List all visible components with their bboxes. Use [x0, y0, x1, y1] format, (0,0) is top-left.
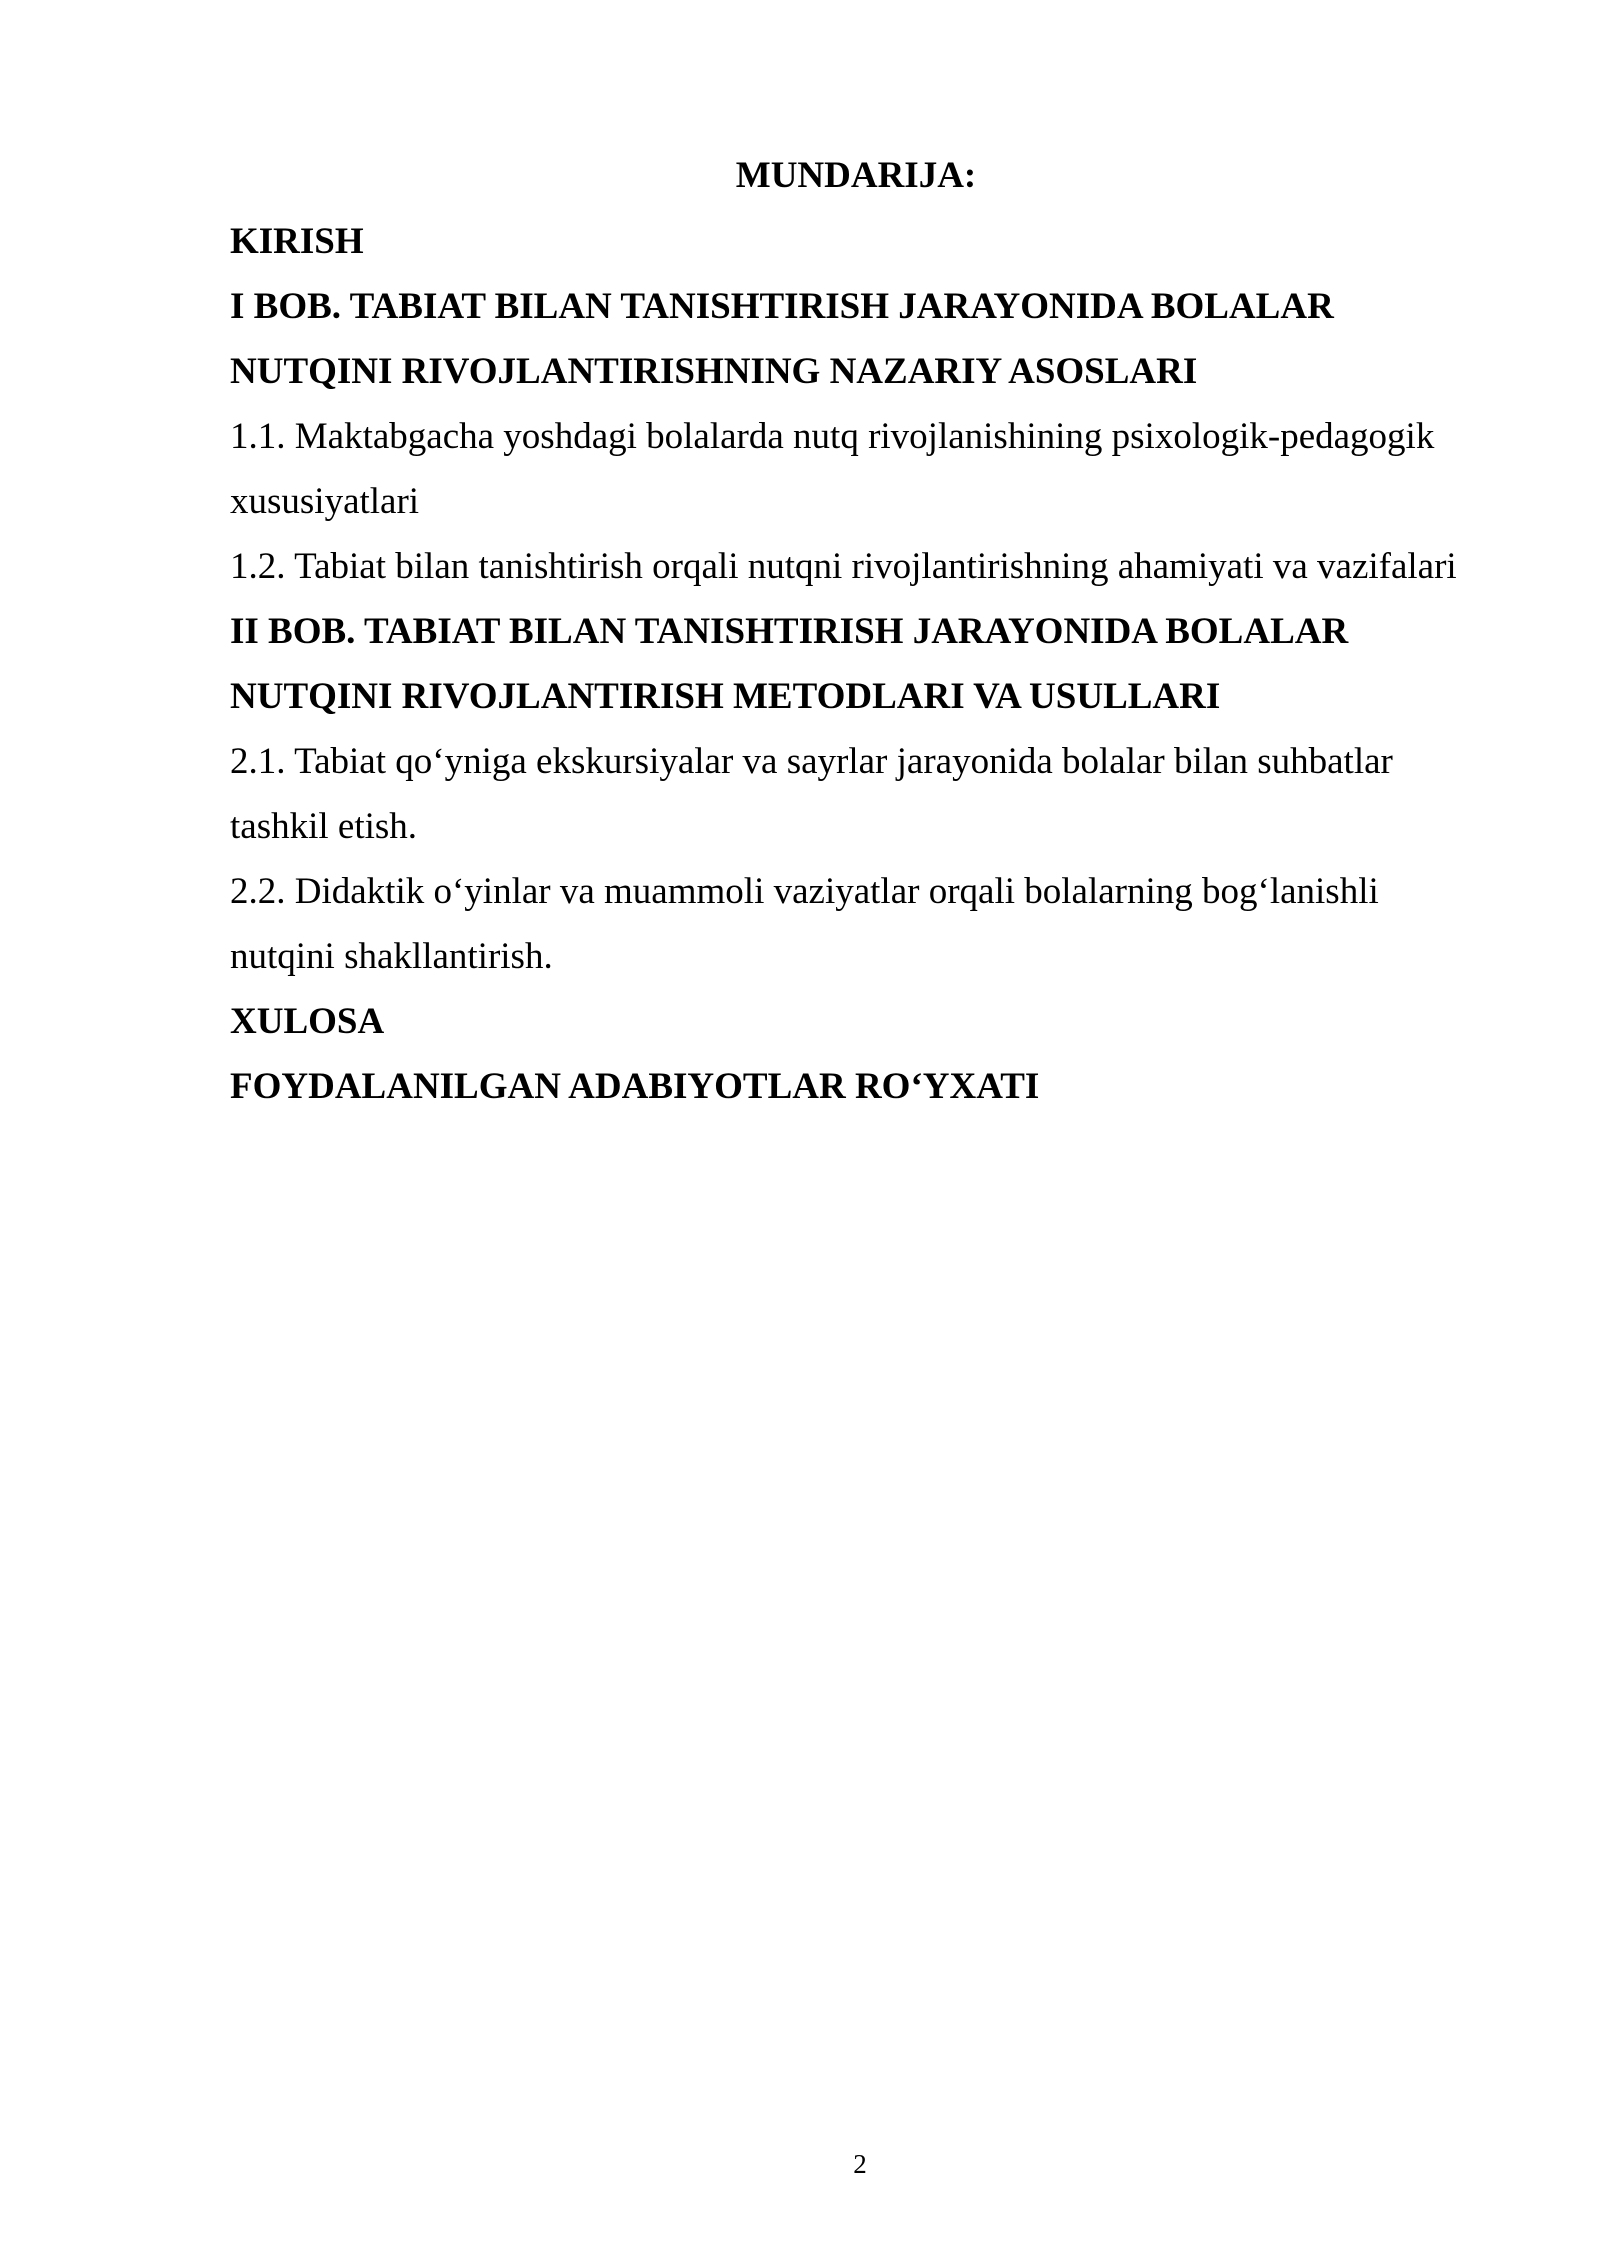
toc-entry-chapter-2-heading-cont: NUTQINI RIVOJLANTIRISH METODLARI VA USULLARI — [230, 676, 1221, 717]
toc-entry-introduction: KIRISH — [230, 221, 364, 262]
toc-entry-section-2-1-cont: tashkil etish. — [230, 806, 418, 847]
toc-entry-chapter-1-heading-cont: NUTQINI RIVOJLANTIRISHNING NAZARIY ASOSLARI — [230, 351, 1198, 392]
toc-entry-section-1-1: 1.1. Maktabgacha yoshdagi bolalarda nutq rivojlanishining psixologik-pedagogik — [230, 416, 1435, 457]
toc-entry-chapter-1-heading: I BOB. TABIAT BILAN TANISHTIRISH JARAYONIDA BOLALAR — [230, 286, 1334, 327]
toc-entry-section-2-2-cont: nutqini shakllantirish. — [230, 936, 553, 977]
toc-title: MUNDARIJA: — [735, 155, 977, 196]
toc-entry-section-2-1: 2.1. Tabiat qo‘yniga ekskursiyalar va sayrlar jarayonida bolalar bilan suhbatlar — [230, 741, 1393, 782]
toc-entry-chapter-2-heading: II BOB. TABIAT BILAN TANISHTIRISH JARAYONIDA BOLALAR — [230, 611, 1349, 652]
toc-entry-references: FOYDALANILGAN ADABIYOTLAR RO‘YXATI — [230, 1066, 1040, 1107]
toc-entry-section-1-2: 1.2. Tabiat bilan tanishtirish orqali nutqni rivojlantirishning ahamiyati va vazifalari — [230, 546, 1457, 587]
toc-entry-conclusion: XULOSA — [230, 1001, 385, 1042]
table-of-contents — [230, 209, 1530, 1119]
page-number: 2 — [853, 2149, 867, 2179]
toc-entry-section-1-1-cont: xususiyatlari — [230, 481, 420, 522]
toc-entry-section-2-2: 2.2. Didaktik o‘yinlar va muammoli vaziyatlar orqali bolalarning bog‘lanishli — [230, 871, 1379, 912]
